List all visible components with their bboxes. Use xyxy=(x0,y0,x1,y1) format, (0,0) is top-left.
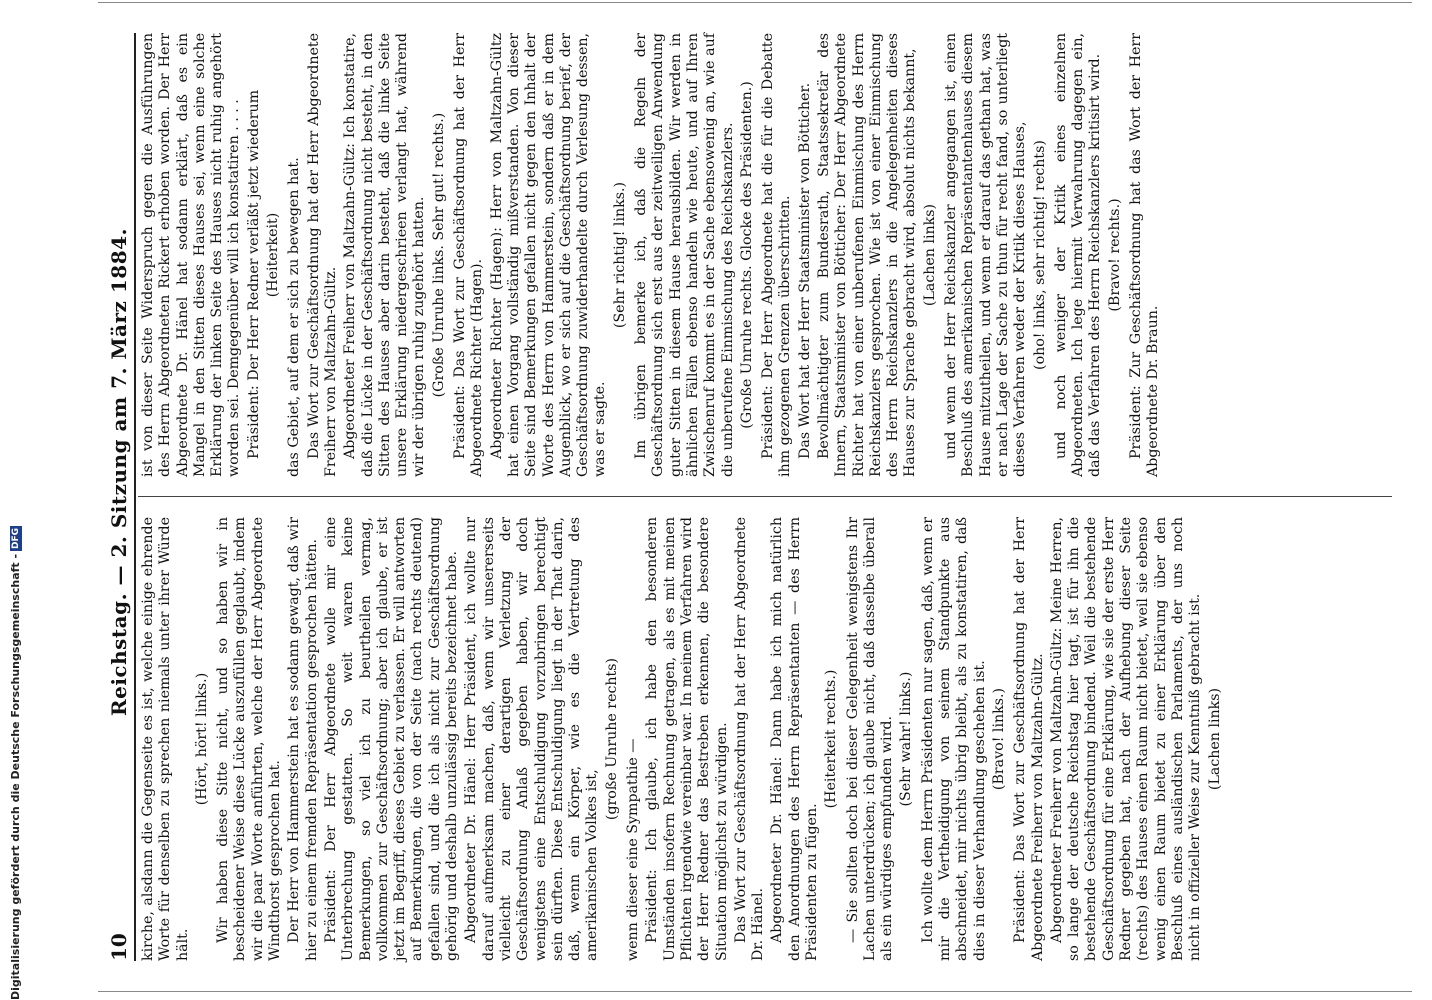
speech-boetticher: Bevollmächtigter zum Bundesrath, Staatssekretär des Innern, Staatsminister von Bötticher: Der Herr Abgeordnete Richter hat von einer unberufenen Einmischung des Herrn Reichskanzlers gesprochen. Wie ist von einer Einmischung des Herrn Reichskanzlers in die Angelegenheiten dieses Hauses zur Sprache gebracht wird, absolut nichts bekannt, xyxy=(815,33,919,477)
speech-president: Präsident: Das Wort zur Geschäftsordnung hat der Herr Abgeordnete Richter (Hagen). xyxy=(452,33,486,477)
paragraph: Im übrigen bemerke ich, daß die Regeln der Geschäftsordnung sich erst aus der zeitweiligen Anwendung guter Sitten in diesem Hause herausbilden. Wir werden in ähnlichen Fällen ebenso handeln wie heute, und auf Ihren Zwischenruf kommt es in der Sache ebensowenig an, wie auf die unberufene Einmischung des Reichskanzlers. xyxy=(633,33,736,477)
paragraph: wenn dieser eine Sympathie — xyxy=(625,738,642,961)
interjection: (große Unruhe rechts) xyxy=(603,657,620,821)
interjection: (Heiterkeit rechts.) xyxy=(823,669,840,809)
page-number: 10 xyxy=(107,933,131,961)
speech-maltzahn: Abgeordneter Freiherr von Maltzahn-Gültz: Ich konstatire, daß die Lücke in der Geschäftsordnung nicht besteht, in den Sitten des Hauses aber darin besteht, daß die linke Seite unsere Erklärung niedergeschrieen verlangt hat, während wir der übrigen ruhig zugehört hatten. xyxy=(342,33,428,477)
speech-richter: Abgeordneter Richter (Hagen): Herr von Maltzahn-Gültz hat einen Vorgang vollständig mißverstanden. Von dieser Seite sind Bemerkungen gefallen nicht gegen den Inhalt der Worte des Herrn von Hammerstein, sondern daß er in dem Augenblick, wo er sich auf die Geschäftsordnung berief, der Geschäftsordnung zuwiderhandelte durch Verlesung dessen, was er sagte. xyxy=(488,33,609,477)
paragraph: Der Herr von Hammerstein hat es sodann gewagt, daß wir hier zu einem fremden Repräsentation gesprochen hätten. xyxy=(286,517,320,961)
paragraph: Das Wort hat der Herr Staatsminister von Bötticher. xyxy=(796,82,813,459)
speech-president: Präsident: Das Wort zur Geschäftsordnung hat der Herr Abgeordnete Freiherr von Maltzahn-Gültz. xyxy=(1012,517,1046,961)
interjection: (Heiterkeit) xyxy=(265,212,282,298)
paragraph: ist von dieser Seite Widerspruch gegen die Ausführungen des Herrn Abgeordneten Rickert erhoben worden. Der Herr Abgeordnete Dr. Hänel hat sodann erklärt, daß es ein Mangel in den Sitten dieses Hauses sei, wenn eine solche Erklärung der linken Seite des Hauses nicht ruhig angehört worden sei. Demgegenüber will ich konstatiren . . . . xyxy=(140,33,243,477)
speech-president: Präsident: Der Herr Abgeordnete hat die für die Debatte ihm gezogenen Grenzen überschritten. xyxy=(760,33,794,477)
paragraph: und noch weniger der Kritik eines einzelnen Abgeordneten. Ich lege hiermit Verwahrung dagegen ein, daß das Verfahren des Herrn Reichskanzlers kritisirt wird. xyxy=(1052,33,1104,477)
running-title: Reichstag. — 2. Sitzung am 7. März 1884. xyxy=(107,228,131,717)
speech-maltzahn: Abgeordneter Freiherr von Maltzahn-Gültz: Meine Herren, so lange der deutsche Reichstag hier tagt, ist für ihn die bestehende Geschäftsordnung bindend. Weil die bestehende Geschäftsordnung für eine Erklärung, wie sie der erste Herr Redner gegeben hat, nach der Aufhebung dieser Seite (rechts) des Hauses einen Raum nicht bietet, weil sie ebenso wenig einen Raum bietet zu einer Erklärung über den Beschluß eines ausländischen Parlaments, der uns noch nicht in offizieller Weise zur Kenntniß gebracht ist. xyxy=(1048,517,1204,961)
left-column xyxy=(140,517,1228,961)
dfg-logo: DFG xyxy=(11,527,21,549)
page-header xyxy=(104,33,136,961)
interjection: (Große Unruhe rechts. Glocke des Präsidenten.) xyxy=(738,81,755,429)
interjection: (Lachen links) xyxy=(921,203,938,307)
interjection: (Große Unruhe links. Sehr gut! rechts.) xyxy=(430,112,447,398)
speech-president: Präsident: Ich glaube, ich habe den besonderen Umständen insofern Rechnung getragen, als es mit meinen Pflichten irgendwie vereinbar war. In meinem Verfahren wird der Herr Redner das Bestreben erkennen, die besondere Situation möglichst zu würdigen. xyxy=(644,517,730,961)
interjection: (Sehr richtig! links.) xyxy=(611,181,628,329)
column-divider xyxy=(138,496,1392,497)
credit-text: Digitalisierung gefördert durch die Deutsche Forschungsgemeinschaft - xyxy=(9,553,22,1000)
paragraph: und wenn der Herr Reichskanzler angegangen ist, einen Beschluß des amerikanischen Repräsentantenhauses diesem Hause mitzutheilen, und wenn er darauf das gethan hat, was er nach Lage der Sache zu thun für recht fand, so unterliegt dieses Verfahren weder der Kritik dieses Hauses, xyxy=(943,33,1029,477)
speech-haenel: Abgeordneter Dr. Hänel: Dann habe ich mich natürlich den Anordnungen des Herrn Repräsentanten — des Herrn Präsidenten zu fügen. xyxy=(769,517,820,961)
interjection: (Bravo! rechts.) xyxy=(1106,198,1123,312)
paragraph: Das Wort zur Geschäftsordnung hat der Herr Abgeordnete Dr. Hänel. xyxy=(732,517,767,961)
speech-haenel: Abgeordneter Dr. Hänel: Herr Präsident, ich wollte nur darauf aufmerksam machen, daß, wenn wir unsererseits vielleicht zu einer derartigen Verletzung der Geschäftsordnung Anlaß gegeben haben, wir doch wenigstens eine Entschuldigung vorzubringen berechtigt sein dürften. Diese Entschuldigung liegt in der That darin, daß, wenn ein Körper, wie es die Vertretung des amerikanischen Volkes ist, xyxy=(463,517,601,961)
speech-president: Präsident: Zur Geschäftsordnung hat das Wort der Herr Abgeordnete Dr. Braun. xyxy=(1128,33,1162,477)
interjection: (Lachen links) xyxy=(1206,687,1223,791)
right-column xyxy=(140,33,1165,477)
interjection: (oho! links, sehr richtig! rechts) xyxy=(1031,140,1048,370)
interjection: (Hört, hört! links.) xyxy=(193,672,210,806)
paragraph: kirche, alsdann die Gegenseite es ist, welche einige ehrende Worte für denselben zu sprechen niemals unter ihrer Würde hält. xyxy=(140,517,191,961)
paragraph: Ich wollte dem Herrn Präsidenten nur sagen, daß, wenn er mir die Vertheidigung von seinem Standpunkte aus abschneidet, mir nichts übrig bleibt, als zu konstatiren, daß dies in dieser Verhandlung geschehen ist. xyxy=(919,517,988,961)
speech-president: Präsident: Der Herr Abgeordnete wolle mir eine Unterbrechung gestatten. So weit waren keine Bemerkungen, so viel ich zu beurtheilen vermag, vollkommen zur Geschäftsordnung; aber ich glaube, er ist jetzt im Begriff, dieses Gebiet zu verlassen. Er will antworten auf Bemerkungen, die von der Seite (nach rechts deutend) gefallen sind, und die ich als nicht zur Geschäftsordnung gehörig und deshalb unzulässig bereits bezeichnet habe. xyxy=(322,517,461,961)
digitization-credit xyxy=(2,527,30,1000)
paragraph: Wir haben diese Sitte nicht, und so haben wir in bescheidener Weise diese Lücke auszufüllen geglaubt, indem wir die paar Worte anführten, welche der Herr Abgeordnete Windthorst gesprochen hat. xyxy=(215,517,284,961)
interjection: (Sehr wahr! links.) xyxy=(898,671,915,807)
paragraph: — Sie sollten doch bei dieser Gelegenheit wenigstens Ihr Lachen unterdrücken; ich glaube nicht, daß dasselbe überall als ein würdiges empfunden wird. xyxy=(844,517,896,961)
paragraph: Das Wort zur Geschäftsordnung hat der Herr Abgeordnete Freiherr von Maltzahn-Gültz. xyxy=(305,33,339,477)
newspaper-sheet xyxy=(98,2,1412,992)
paragraph: das Gebiet, auf dem er sich zu bewegen hat. xyxy=(286,157,303,477)
speech-president: Präsident: Der Herr Redner verläßt jetzt wiederum xyxy=(245,89,262,459)
interjection: (Bravo! links.) xyxy=(990,687,1007,791)
